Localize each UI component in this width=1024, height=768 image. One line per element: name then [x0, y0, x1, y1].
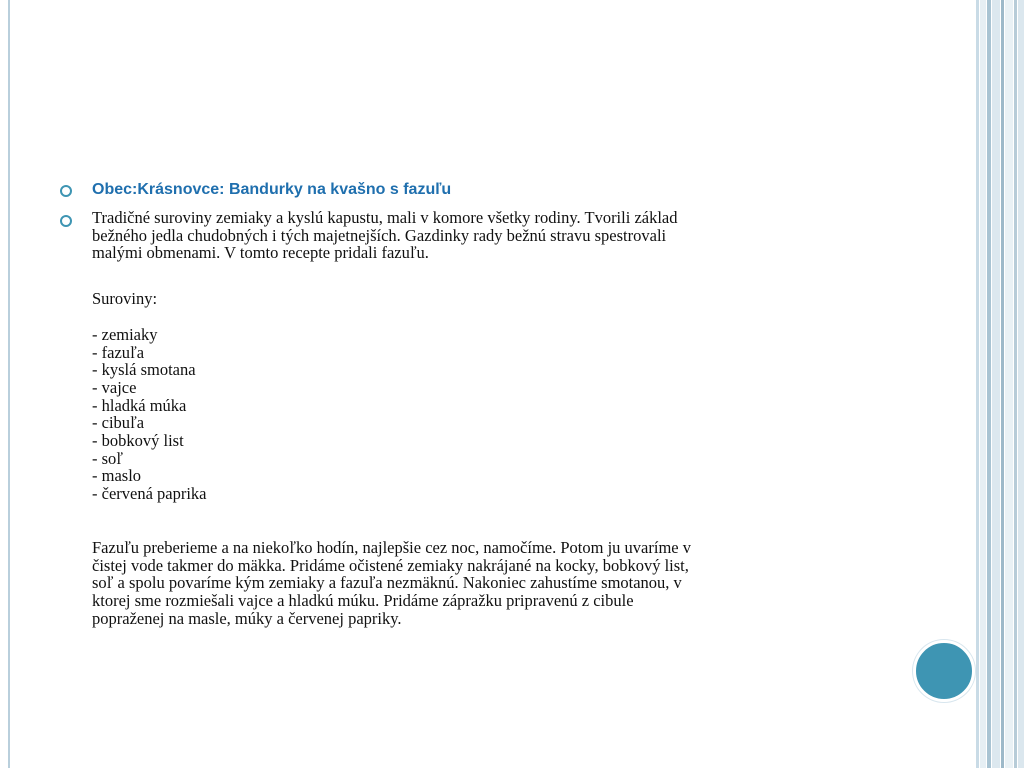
right-border-stripe [987, 0, 991, 768]
method-line: čistej vode takmer do mäkka. Pridáme očistené zemiaky nakrájané na kocky, bobkový list, [92, 555, 689, 575]
ingredient-item: - zemiaky [92, 324, 158, 344]
bullet-icon [60, 215, 72, 227]
method-line: ktorej sme rozmiešali vajce a hladkú múku. Pridáme zápražku pripravenú z cibule [92, 590, 634, 610]
intro-line: Tradičné suroviny zemiaky a kyslú kapustu, mali v komore všetky rodiny. Tvorili základ [92, 208, 678, 227]
bullet-item-body [60, 209, 860, 627]
intro-line: malými obmenami. V tomto recepte pridali fazuľu. [92, 243, 429, 263]
ingredient-item: - fazuľa [92, 342, 145, 362]
right-border-stripe [1014, 0, 1017, 768]
ingredient-item: - maslo [92, 466, 142, 486]
bullet-item-heading [60, 180, 860, 200]
slide-heading: Obec:Krásnovce: Bandurky na kvašno s fazuľu [92, 181, 452, 198]
right-border-stripe [1005, 0, 1013, 768]
method-line: soľ a spolu povaríme kým zemiaky a fazuľa nezmäknú. Nakoniec zahustíme smotanou, v [92, 573, 682, 593]
bullet-icon [60, 185, 72, 197]
right-border-stripe [980, 0, 986, 768]
ingredient-item: - bobkový list [92, 431, 184, 451]
right-border-stripe [1018, 0, 1024, 768]
ingredient-item: - vajce [92, 377, 137, 397]
ingredient-item: - hladká múka [92, 395, 187, 415]
ingredient-item: - červená paprika [92, 484, 207, 504]
ingredient-item: - kyslá smotana [92, 360, 196, 380]
left-frame-line [8, 0, 10, 768]
method-line: popraženej na masle, múky a červenej papriky. [92, 608, 402, 628]
slide-content [60, 180, 860, 627]
ingredient-item: - cibuľa [92, 413, 145, 433]
right-border-stripe [1001, 0, 1004, 768]
intro-line: bežného jedla chudobných i tých majetnejších. Gazdinky rady bežnú stravu spestrovali [92, 225, 667, 245]
right-border-stripe [992, 0, 1000, 768]
decorative-circle [913, 640, 975, 702]
right-border-stripe [976, 0, 979, 768]
method-line: Fazuľu preberieme a na niekoľko hodín, najlepšie cez noc, namočíme. Potom ju uvaríme v [92, 537, 691, 557]
ingredient-item: - soľ [92, 448, 123, 468]
ingredients-title: Suroviny: [92, 289, 158, 309]
